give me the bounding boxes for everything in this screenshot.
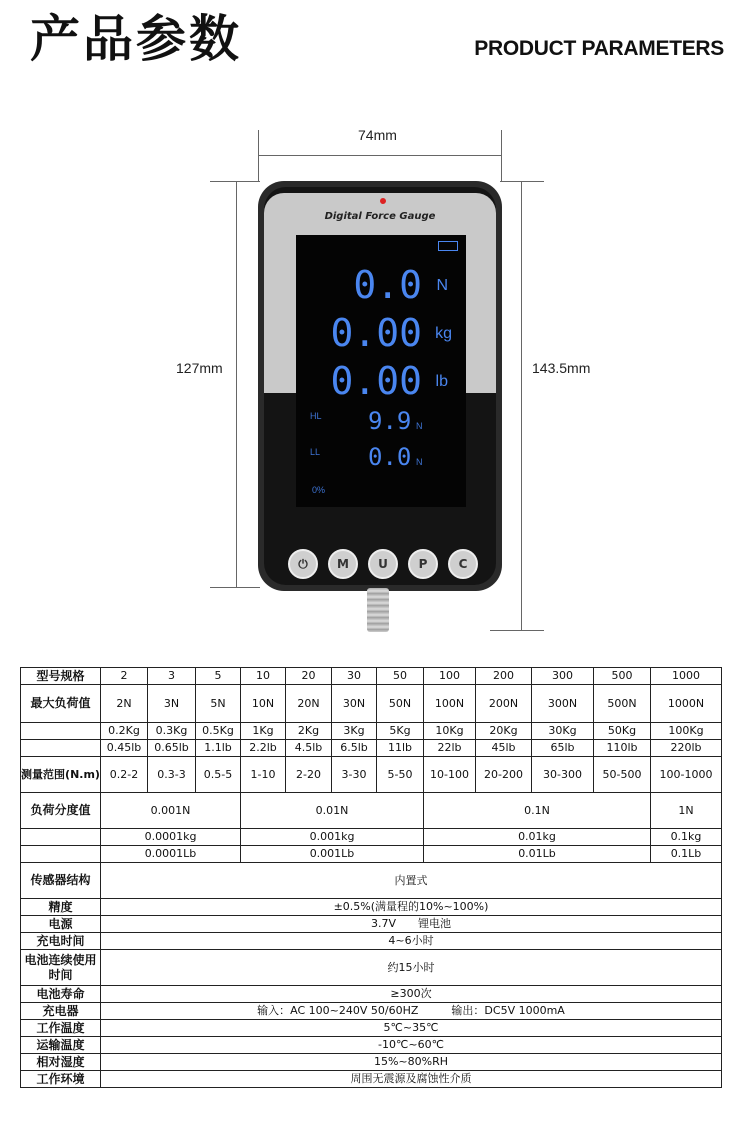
table-row <box>21 1020 722 1037</box>
range-cell: 0.3-3 <box>148 757 196 793</box>
res-kg-cell: 0.1kg <box>651 829 722 846</box>
table-row <box>21 916 722 933</box>
width-line <box>258 155 502 156</box>
reading-lb-unit: lb <box>435 373 448 390</box>
spec-label: 工作环境 <box>21 1071 101 1088</box>
range-label: 测量范围(N.m) <box>21 757 101 793</box>
width-label: 74mm <box>358 127 397 143</box>
unit-button[interactable]: U <box>368 549 398 579</box>
page-title-en: PRODUCT PARAMETERS <box>474 37 724 60</box>
spec-value: ≥300次 <box>101 986 722 1003</box>
inner-height-line <box>236 181 237 587</box>
reading-n-unit: N <box>436 277 448 294</box>
spec-value: 周围无震源及腐蚀性介质 <box>101 1071 722 1088</box>
reading-kg-value: 0.00 <box>330 311 422 355</box>
max-load-lb-cell: 6.5lb <box>332 740 377 757</box>
force-gauge-device <box>258 181 502 591</box>
max-load-n-cell: 100N <box>424 685 476 723</box>
peak-button[interactable]: P <box>408 549 438 579</box>
max-load-lb-cell: 11lb <box>377 740 424 757</box>
hook-screw <box>367 588 389 632</box>
hl-unit: N <box>416 421 423 431</box>
range-cell: 50-500 <box>594 757 651 793</box>
outer-height-tick-top <box>500 181 544 182</box>
model-cell: 30 <box>332 668 377 685</box>
max-load-lb-cell: 1.1lb <box>196 740 241 757</box>
spec-label: 充电器 <box>21 1003 101 1020</box>
spec-value: 15%~80%RH <box>101 1054 722 1071</box>
spec-label: 传感器结构 <box>21 863 101 899</box>
table-row <box>21 1003 722 1020</box>
max-load-n-cell: 1000N <box>651 685 722 723</box>
max-load-kg-cell: 1Kg <box>241 723 286 740</box>
res-lb-cell: 0.001Lb <box>241 846 424 863</box>
spec-label: 电源 <box>21 916 101 933</box>
max-load-kg-cell: 50Kg <box>594 723 651 740</box>
max-load-n-cell: 200N <box>476 685 532 723</box>
spec-value: -10℃~60℃ <box>101 1037 722 1054</box>
max-load-kg-cell: 0.2Kg <box>101 723 148 740</box>
ll-unit: N <box>416 457 423 467</box>
table-row <box>21 933 722 950</box>
table-row <box>21 740 722 757</box>
max-load-n-cell: 30N <box>332 685 377 723</box>
mode-button[interactable]: M <box>328 549 358 579</box>
range-cell: 100-1000 <box>651 757 722 793</box>
model-cell: 50 <box>377 668 424 685</box>
reading-lb-value: 0.00 <box>330 359 422 403</box>
table-row <box>21 1037 722 1054</box>
spec-label: 相对湿度 <box>21 1054 101 1071</box>
spec-table <box>20 667 722 1088</box>
ll-value: 0.0 <box>368 443 412 471</box>
reading-kg-unit: kg <box>435 325 452 342</box>
page-title-cn: 产品参数 <box>30 10 242 68</box>
max-load-kg-cell: 30Kg <box>532 723 594 740</box>
resolution-label: 负荷分度值 <box>21 793 101 829</box>
empty-label <box>21 740 101 757</box>
max-load-n-cell: 3N <box>148 685 196 723</box>
models-label: 型号规格 <box>21 668 101 685</box>
model-cell: 300 <box>532 668 594 685</box>
table-row <box>21 685 722 723</box>
model-cell: 10 <box>241 668 286 685</box>
max-load-kg-cell: 5Kg <box>377 723 424 740</box>
device-face <box>264 187 496 585</box>
percent-indicator: 0% <box>312 485 326 495</box>
max-load-kg-cell: 20Kg <box>476 723 532 740</box>
max-load-label: 最大负荷值 <box>21 685 101 723</box>
range-cell: 5-50 <box>377 757 424 793</box>
model-cell: 2 <box>101 668 148 685</box>
table-row <box>21 723 722 740</box>
power-button[interactable]: ⏻ <box>288 549 318 579</box>
hl-value: 9.9 <box>368 407 412 435</box>
spec-label: 电池寿命 <box>21 986 101 1003</box>
table-row <box>21 863 722 899</box>
model-cell: 3 <box>148 668 196 685</box>
max-load-n-cell: 5N <box>196 685 241 723</box>
table-row <box>21 829 722 846</box>
max-load-n-cell: 50N <box>377 685 424 723</box>
spec-value: 4~6小时 <box>101 933 722 950</box>
range-cell: 3-30 <box>332 757 377 793</box>
spec-label: 运输温度 <box>21 1037 101 1054</box>
max-load-kg-cell: 10Kg <box>424 723 476 740</box>
range-cell: 2-20 <box>286 757 332 793</box>
spec-value: 5℃~35℃ <box>101 1020 722 1037</box>
max-load-lb-cell: 0.45lb <box>101 740 148 757</box>
res-n-cell: 0.1N <box>424 793 651 829</box>
empty-label <box>21 723 101 740</box>
spec-label: 精度 <box>21 899 101 916</box>
max-load-lb-cell: 220lb <box>651 740 722 757</box>
table-row <box>21 846 722 863</box>
max-load-n-cell: 20N <box>286 685 332 723</box>
res-lb-cell: 0.0001Lb <box>101 846 241 863</box>
device-brand: Digital Force Gauge <box>324 211 436 222</box>
max-load-lb-cell: 0.65lb <box>148 740 196 757</box>
res-lb-cell: 0.01Lb <box>424 846 651 863</box>
outer-height-label: 143.5mm <box>532 360 591 376</box>
battery-icon <box>438 241 458 251</box>
spec-label: 工作温度 <box>21 1020 101 1037</box>
max-load-kg-cell: 2Kg <box>286 723 332 740</box>
model-cell: 20 <box>286 668 332 685</box>
width-tick-left <box>258 130 259 182</box>
spec-value: 内置式 <box>101 863 722 899</box>
outer-height-tick-bottom <box>490 630 544 631</box>
table-row <box>21 793 722 829</box>
res-kg-cell: 0.01kg <box>424 829 651 846</box>
res-n-cell: 1N <box>651 793 722 829</box>
res-kg-cell: 0.0001kg <box>101 829 241 846</box>
table-row <box>21 950 722 986</box>
model-cell: 500 <box>594 668 651 685</box>
range-cell: 10-100 <box>424 757 476 793</box>
table-row <box>21 668 722 685</box>
outer-height-line <box>521 181 522 630</box>
table-row <box>21 757 722 793</box>
width-tick-right <box>501 130 502 182</box>
max-load-n-cell: 300N <box>532 685 594 723</box>
model-cell: 5 <box>196 668 241 685</box>
range-cell: 1-10 <box>241 757 286 793</box>
res-kg-cell: 0.001kg <box>241 829 424 846</box>
range-cell: 0.2-2 <box>101 757 148 793</box>
empty-label <box>21 829 101 846</box>
table-row <box>21 1054 722 1071</box>
reading-n-value: 0.0 <box>353 263 422 307</box>
clear-button[interactable]: C <box>448 549 478 579</box>
table-row <box>21 986 722 1003</box>
range-cell: 20-200 <box>476 757 532 793</box>
max-load-kg-cell: 0.3Kg <box>148 723 196 740</box>
hl-label: HL <box>310 411 322 421</box>
ll-label: LL <box>310 447 321 457</box>
max-load-lb-cell: 2.2lb <box>241 740 286 757</box>
res-lb-cell: 0.1Lb <box>651 846 722 863</box>
res-n-cell: 0.001N <box>101 793 241 829</box>
range-cell: 0.5-5 <box>196 757 241 793</box>
table-row <box>21 899 722 916</box>
max-load-lb-cell: 65lb <box>532 740 594 757</box>
inner-height-tick-bottom <box>210 587 260 588</box>
table-row <box>21 1071 722 1088</box>
max-load-lb-cell: 4.5lb <box>286 740 332 757</box>
spec-label: 充电时间 <box>21 933 101 950</box>
spec-value: 输入：AC 100~240V 50/60HZ 输出：DC5V 1000mA <box>101 1003 722 1020</box>
spec-value: 约15小时 <box>101 950 722 986</box>
lcd-screen <box>296 235 466 507</box>
model-cell: 1000 <box>651 668 722 685</box>
spec-label: 电池连续使用时间 <box>21 950 101 986</box>
inner-height-tick-top <box>210 181 260 182</box>
spec-value: ±0.5%(满量程的10%~100%) <box>101 899 722 916</box>
max-load-kg-cell: 3Kg <box>332 723 377 740</box>
max-load-n-cell: 500N <box>594 685 651 723</box>
max-load-kg-cell: 100Kg <box>651 723 722 740</box>
max-load-kg-cell: 0.5Kg <box>196 723 241 740</box>
max-load-lb-cell: 22lb <box>424 740 476 757</box>
range-cell: 30-300 <box>532 757 594 793</box>
res-n-cell: 0.01N <box>241 793 424 829</box>
power-led <box>380 198 386 204</box>
max-load-n-cell: 10N <box>241 685 286 723</box>
max-load-n-cell: 2N <box>101 685 148 723</box>
model-cell: 200 <box>476 668 532 685</box>
model-cell: 100 <box>424 668 476 685</box>
inner-height-label: 127mm <box>176 360 223 376</box>
spec-value: 3.7V 锂电池 <box>101 916 722 933</box>
max-load-lb-cell: 45lb <box>476 740 532 757</box>
max-load-lb-cell: 110lb <box>594 740 651 757</box>
empty-label <box>21 846 101 863</box>
